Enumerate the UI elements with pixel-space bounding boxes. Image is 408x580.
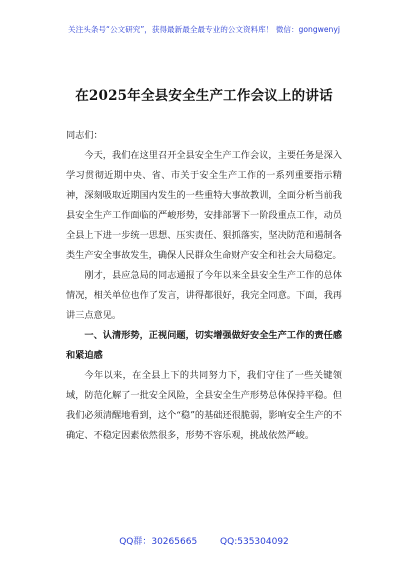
section-heading-one: 一、认清形势，正视问题，切实增强做好安全生产工作的责任感和紧迫感 xyxy=(66,330,342,361)
paragraph-situation: 今年以来，在全县上下的共同努力下，我们守住了一些关键领域，防范化解了一批安全风险，全县安全生产形势总体保持平稳。但我们必须清醒地看到，这个“稳”的基础还很脆弱，影响安全生产的不确定、不稳定因素依然很多，形势不容乐观，挑战依然严峻。 xyxy=(66,370,342,441)
header-promo-note: 关注头条号“公文研究”，获得最新最全最专业的公文资料库！ 微信：gongwenyj xyxy=(68,25,340,34)
salutation: 同志们： xyxy=(66,130,103,141)
footer-qq: QQ:535304092 xyxy=(220,537,289,547)
document-body xyxy=(66,126,342,446)
paragraph-briefing: 刚才，县应急局的同志通报了今年以来全县安全生产工作的总体情况，相关单位也作了发言，讲得都很好，我完全同意。下面，我再讲三点意见。 xyxy=(66,270,342,321)
page-title: 在2025年全县安全生产工作会议上的讲话 xyxy=(75,88,333,104)
footer-qq-group: QQ群：30265665 xyxy=(119,537,198,547)
paragraph-opening: 今天，我们在这里召开全县安全生产工作会议，主要任务是深入学习贯彻近期中央、省、市关于安全生产工作的一系列重要指示精神，深刻吸取近期国内发生的一些重特大事故教训，全面分析当前我县安全生产工作面临的严峻形势，安排部署下一阶段重点工作，动员全县上下进一步统一思想、压实责任、狠抓落实，坚决防范和遏制各类生产安全事故发生，确保人民群众生命财产安全和社会大局稳定。 xyxy=(66,150,342,261)
footer-contact xyxy=(0,534,408,547)
